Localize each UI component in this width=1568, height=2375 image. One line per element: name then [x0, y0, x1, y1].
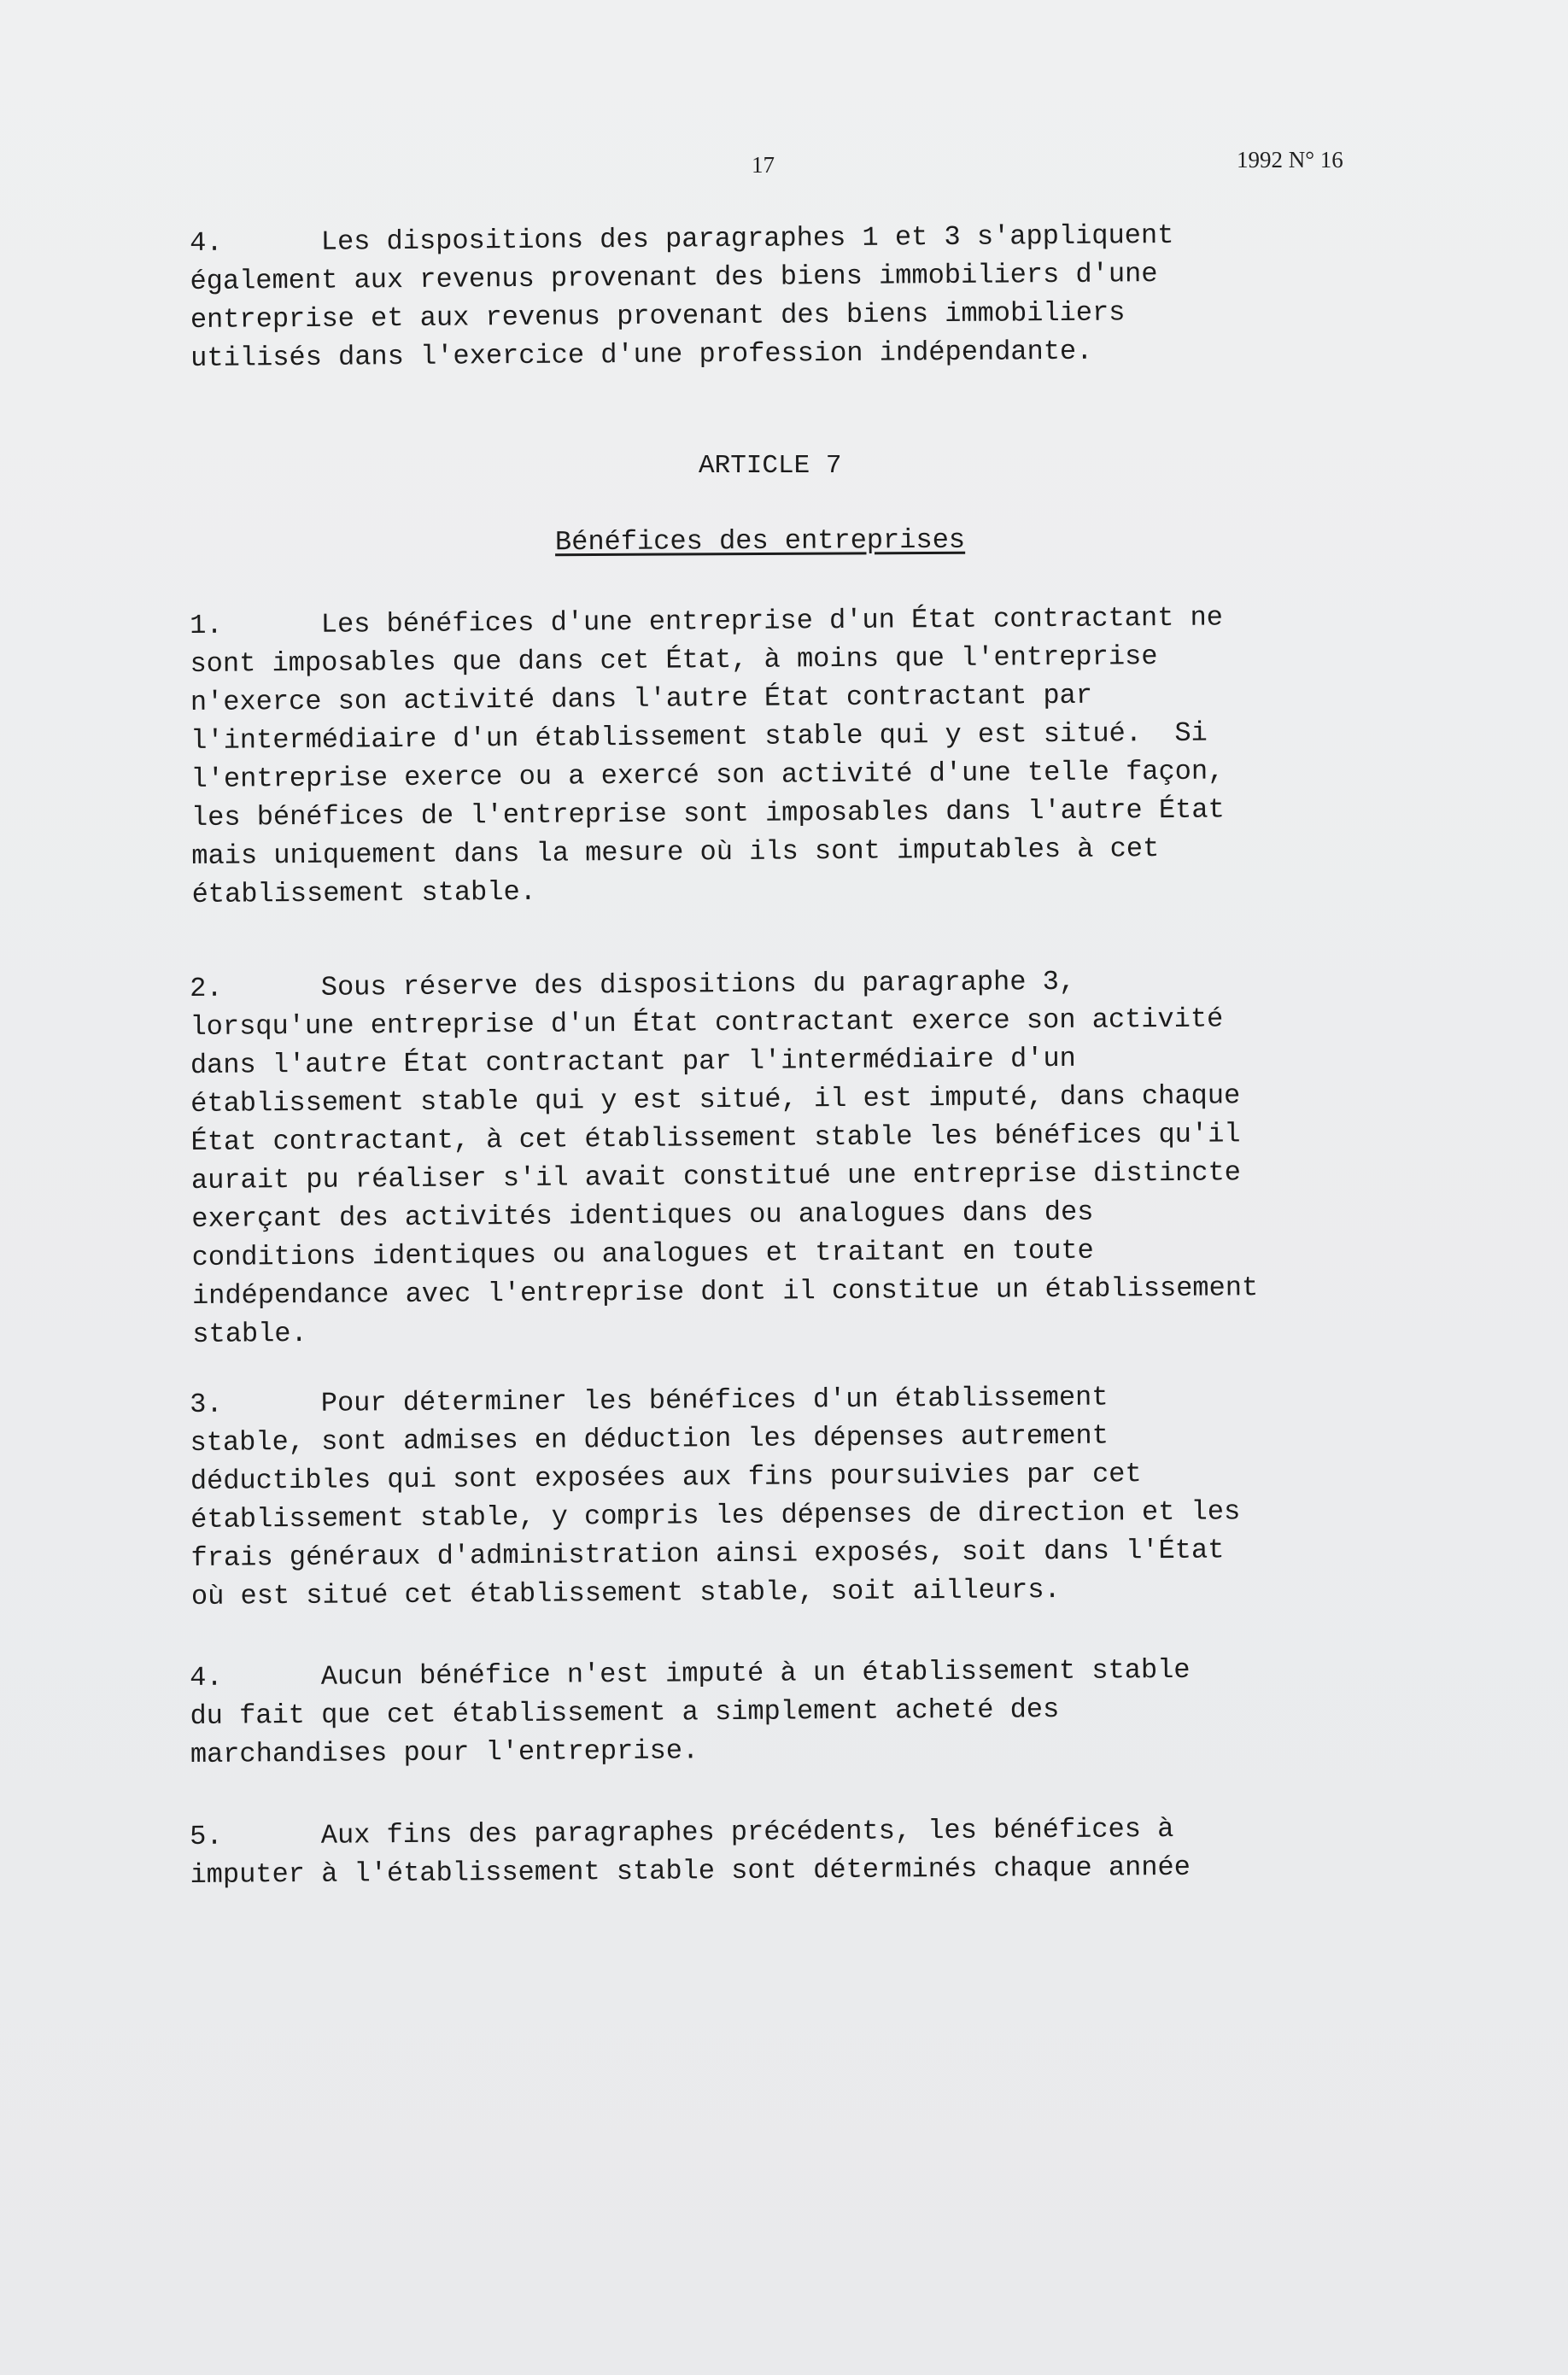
text-line: sont imposables que dans cet État, à moins que l'entreprise	[190, 641, 1158, 680]
section-title: Bénéfices des entreprises	[554, 524, 966, 559]
text-line: exerçant des activités identiques ou analogues dans des	[191, 1196, 1094, 1235]
text-line: où est situé cet établissement stable, soit ailleurs.	[190, 1573, 1061, 1612]
text-line: les bénéfices de l'entreprise sont imposables dans l'autre État	[190, 793, 1225, 834]
text-line: entreprise et aux revenus provenant des biens immobiliers	[190, 296, 1126, 336]
text-line: l'entreprise exerce ou a exercé son activité d'une telle façon,	[190, 755, 1225, 795]
text-line: 4. Les dispositions des paragraphes 1 et 3 s'appliquent	[190, 219, 1174, 259]
text-line: utilisés dans l'exercice d'une profession indépendante.	[190, 335, 1093, 374]
text-line: dans l'autre État contractant par l'intermédiaire d'un	[190, 1042, 1076, 1081]
text-line: lorsqu'une entreprise d'un État contractant exerce son activité	[190, 1003, 1224, 1043]
text-line: marchandises pour l'entreprise.	[190, 1734, 699, 1770]
text-line: imputer à l'établissement stable sont déterminés chaque année	[190, 1851, 1191, 1891]
text-line: aurait pu réaliser s'il avait constitué une entreprise distincte	[190, 1156, 1242, 1196]
paragraph-3	[190, 1376, 1387, 1616]
text-line: 4. Aucun bénéfice n'est imputé à un établissement stable	[190, 1653, 1191, 1694]
text-line: l'intermédiaire d'un établissement stable qui y est situé. Si	[190, 717, 1208, 757]
text-line: indépendance avec l'entreprise dont il constitue un établissement	[191, 1272, 1259, 1312]
text-line: État contractant, à cet établissement stable les bénéfices qu'il	[190, 1118, 1241, 1158]
text-line: déductibles qui sont exposées aux fins poursuivies par cet	[190, 1458, 1142, 1497]
text-line: stable.	[192, 1317, 307, 1350]
paragraph-1	[190, 597, 1388, 914]
page-number: 17	[752, 152, 775, 178]
paragraph-article6-4	[190, 214, 1386, 377]
text-line: frais généraux d'administration ainsi exposés, soit dans l'État	[190, 1534, 1225, 1574]
text-line: établissement stable qui y est situé, il est imputé, dans chaque	[190, 1079, 1241, 1120]
text-line: établissement stable.	[191, 875, 537, 910]
document-reference: 1992 N° 16	[1237, 147, 1343, 173]
paragraph-2	[190, 960, 1388, 1354]
article-heading: ARTICLE 7	[699, 451, 842, 481]
text-line: également aux revenus provenant des biens immobiliers d'une	[190, 258, 1158, 297]
text-line: 5. Aux fins des paragraphes précédents, les bénéfices à	[190, 1812, 1174, 1852]
paragraph-4	[190, 1649, 1386, 1774]
paragraph-5	[190, 1808, 1386, 1894]
text-line: 3. Pour déterminer les bénéfices d'un établissement	[190, 1381, 1109, 1420]
text-line: stable, sont admises en déduction les dépenses autrement	[190, 1419, 1109, 1459]
text-line: conditions identiques ou analogues et traitant en toute	[191, 1234, 1094, 1273]
text-line: établissement stable, y compris les dépenses de direction et les	[190, 1495, 1241, 1536]
text-line: 2. Sous réserve des dispositions du paragraphe 3,	[190, 965, 1076, 1004]
text-line: n'exerce son activité dans l'autre État contractant par	[190, 679, 1093, 718]
text-line: du fait que cet établissement a simplement acheté des	[190, 1694, 1060, 1732]
text-line: mais uniquement dans la mesure où ils sont imputables à cet	[191, 833, 1160, 872]
text-line: 1. Les bénéfices d'une entreprise d'un État contractant ne	[190, 601, 1224, 641]
